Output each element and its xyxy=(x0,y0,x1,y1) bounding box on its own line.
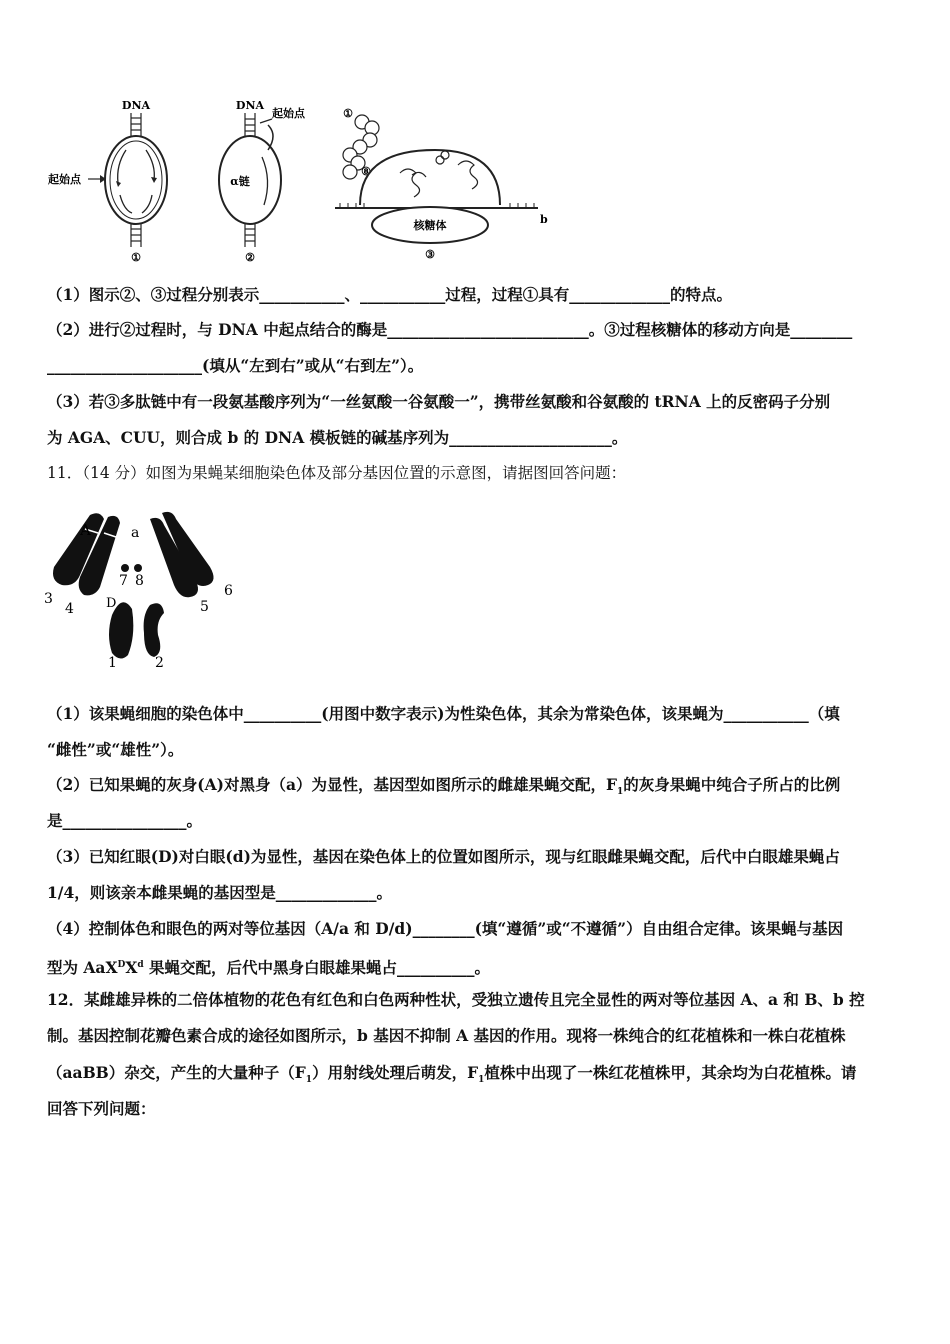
q10-part3-line1: （3）若③多肽链中有一段氨基酸序列为“一丝氨酸一谷氨酸一”，携带丝氨酸和谷氨酸的 tRNA 上的反密码子分别 xyxy=(47,392,831,411)
dna-label-1: DNA xyxy=(121,99,151,112)
alpha-chain-label: α链 xyxy=(230,175,250,188)
circle-label-1: ① xyxy=(343,107,353,120)
replication-diagram xyxy=(48,99,167,264)
chrom-number-5: 5 xyxy=(200,599,209,615)
q12-line2: 制。基因控制花瓣色素合成的途径如图所示，b 基因不抑制 A 基因的作用。现将一株纯合的红花植株和一株白花植株 xyxy=(47,1026,846,1045)
diagram-number-2: ② xyxy=(245,251,255,264)
origin-label-1: 起始点 xyxy=(48,173,81,186)
gene-label-a: a xyxy=(131,525,140,541)
gene-label-D: D xyxy=(106,596,117,611)
q12-line1: 12．某雌雄异株的二倍体植物的花色有红色和白色两种性状，受独立遗传且完全显性的两对等位基因 A、a 和 B、b 控 xyxy=(47,990,865,1009)
chrom-number-6: 6 xyxy=(224,583,233,599)
q10-part1: （1）图示②、③过程分别表示___________、___________过程，过程①具有_____________的特点。 xyxy=(47,285,733,304)
q11-part3-line2: 1/4，则该亲本雌果蝇的基因型是_____________。 xyxy=(47,883,392,902)
q12-line4: 回答下列问题： xyxy=(47,1099,156,1118)
diagram-number-1: ① xyxy=(131,251,141,264)
dna-label-2: DNA xyxy=(235,99,265,112)
diagram-number-3: ③ xyxy=(425,248,435,261)
q11-part2-line2: 是________________。 xyxy=(47,811,203,830)
ribosome-label: 核糖体 xyxy=(413,219,447,232)
chrom-number-4: 4 xyxy=(65,601,74,617)
gene-label-A: A xyxy=(80,521,91,539)
b-label: b xyxy=(540,213,548,226)
q10-part3-line2: 为 AGA、CUU，则合成 b 的 DNA 模板链的碱基序列为_____________________。 xyxy=(47,428,628,447)
q11-part2-line1: （2）已知果蝇的灰身(A)对黑身（a）为显性，基因型如图所示的雌雄果蝇交配，$F_1$的灰身果蝇中纯合子所占的比例 xyxy=(47,775,841,798)
q12-line3: （aaBB）杂交，产生的大量种子$(F_1)$用射线处理后萌发，$F_1$植株中出现了一株红花植株甲，其余均为白花植株。请 xyxy=(47,1063,857,1086)
q10-part2-line1: （2）进行②过程时，与 DNA 中起点结合的酶是__________________________。③过程核糖体的移动方向是________ xyxy=(47,320,853,339)
chrom-number-8: 8 xyxy=(135,573,144,589)
chrom-number-7: 7 xyxy=(119,573,128,589)
transcription-diagram xyxy=(219,99,306,264)
q11-part1-line2: “雌性”或“雄性”）。 xyxy=(47,740,184,759)
chrom-number-3: 3 xyxy=(44,591,53,607)
q11-part4-line2: 型为 $AaX^DX^d$ 果蝇交配，后代中黑身白眼雄果蝇占__________。 xyxy=(47,958,491,978)
circle-label-8: ⑧ xyxy=(361,165,371,178)
chrom-number-1: 1 xyxy=(108,655,117,671)
q11-part3-line1: （3）已知红眼(D)对白眼(d)为显性，基因在染色体上的位置如图所示，现与红眼雌果蝇交配，后代中白眼雄果蝇占 xyxy=(47,847,840,866)
chrom-number-2: 2 xyxy=(155,655,164,671)
q10-part2-line2: ____________________(填从“左到右”或从“右到左”）。 xyxy=(47,356,424,375)
q11-title: 11．（14 分）如图为果蝇某细胞染色体及部分基因位置的示意图，请据图回答问题： xyxy=(47,464,627,482)
origin-label-2: 起始点 xyxy=(272,107,305,120)
figure-fruitfly-chromosomes xyxy=(40,505,240,675)
q11-part1-line1: （1）该果蝇细胞的染色体中__________(用图中数字表示)为性染色体，其余为常染色体，该果蝇为___________（填 xyxy=(47,704,840,723)
figure-dna-processes xyxy=(40,95,560,265)
translation-diagram xyxy=(335,107,548,261)
q11-part4-line1: （4）控制体色和眼色的两对等位基因（A/a 和 D/d)________(填“遵循”或“不遵循”）自由组合定律。该果蝇与基因 xyxy=(47,919,844,938)
